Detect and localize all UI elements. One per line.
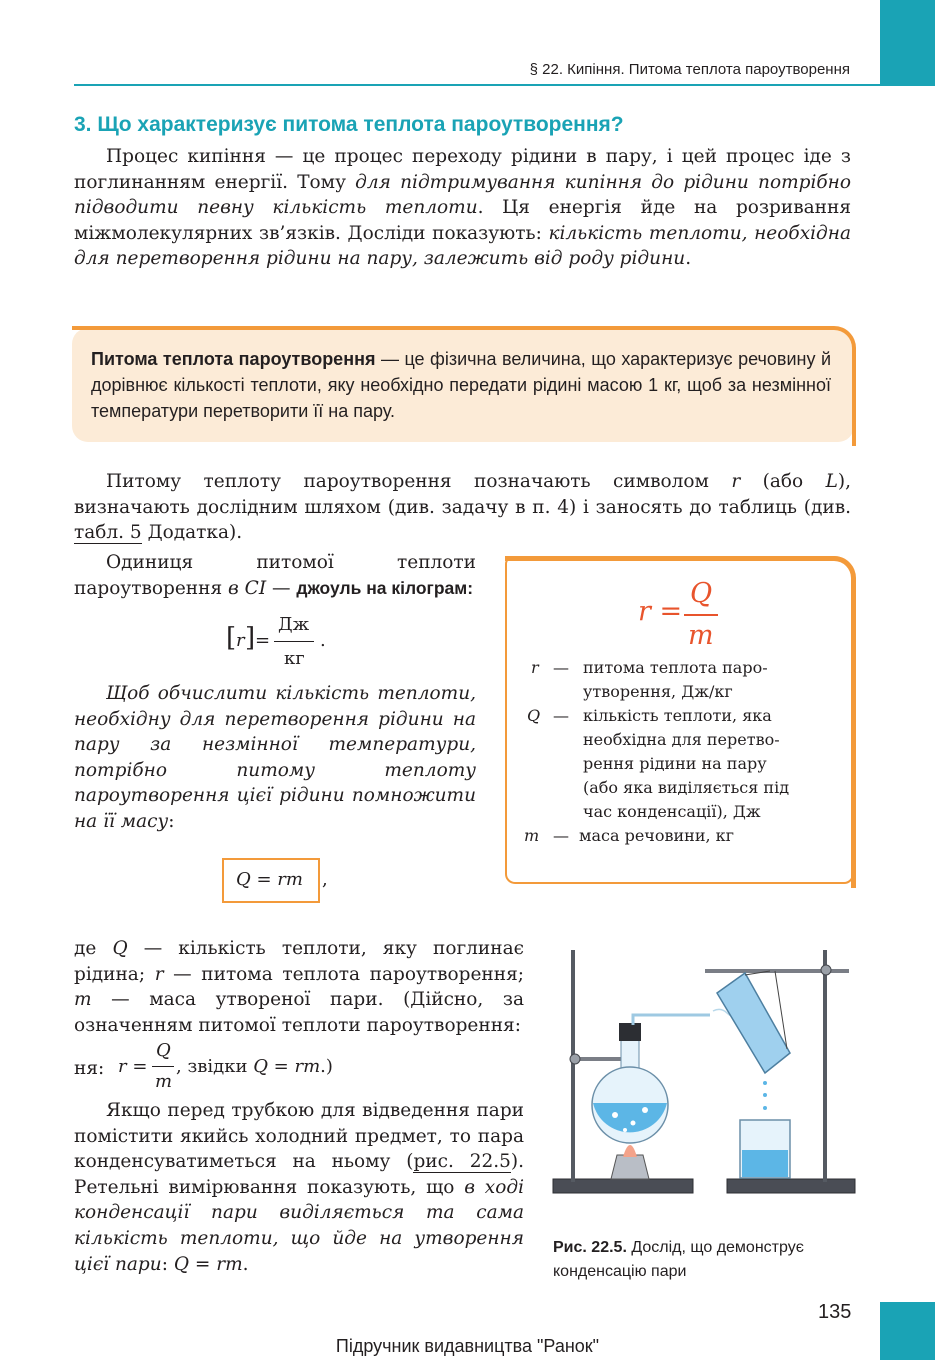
clamp-knob-left (570, 1054, 580, 1064)
stand-rod-right (823, 950, 827, 1182)
legend-line: рення рідини на пару (583, 754, 767, 773)
header-accent-bar (880, 0, 935, 86)
legend-symbol: m (524, 826, 540, 845)
text-run: .) (320, 1056, 333, 1077)
formula-q-rm: Q = rm (253, 1056, 321, 1077)
legend-dash: — (553, 826, 569, 845)
figure-caption (553, 1236, 853, 1284)
paragraph-explanation (74, 936, 524, 1038)
italic-run: для підтримування кипіння до рідини потрібно підводити певну кількість теплоти (74, 171, 851, 219)
text-run: — (266, 577, 297, 599)
flask-stopper (619, 1023, 641, 1041)
period: . (320, 630, 326, 651)
symbol-r: r (731, 471, 741, 492)
inline-formula-lhs: r = (118, 1056, 148, 1077)
paragraph-calc (74, 681, 476, 835)
legend-dash: — (553, 658, 569, 677)
legend-line: питома теплота паро- (583, 658, 768, 677)
text-run: (або (740, 471, 826, 492)
caption-text: Дослід, що демонструє конденсацію пари (553, 1239, 804, 1280)
burner-flame (623, 1145, 637, 1157)
legend-m (524, 824, 569, 848)
beaker-water (742, 1150, 788, 1177)
fraction-bar (152, 1066, 174, 1067)
text-run: . Ця енергія йде на розривання міжмолекулярних зв’язків. Досліди показують: (74, 197, 851, 244)
fraction-bar (274, 641, 314, 642)
unit-formula (226, 612, 336, 672)
text-run: Одиниця питомої теплоти пароутворення (74, 552, 476, 599)
flask (592, 1023, 668, 1143)
clamp-knob-right (821, 965, 831, 975)
formula-q-rm: Q = rm (173, 1253, 243, 1275)
symbol-q: Q (112, 938, 128, 959)
condensation-experiment-figure (545, 945, 865, 1215)
legend-line: кількість теплоти, яка (583, 706, 772, 725)
text-run: ), визначають дослідним шляхом (див. задачу в п. 4) і заносять до таблиць (див. (74, 471, 851, 518)
section-title: 3. Що характеризує питома теплота пароутворення? (74, 113, 624, 136)
italic-run: кількість теплоти, необхідна для перетворення рідини на пару, залежить від роду рідини (74, 222, 851, 270)
inline-formula-denominator: m (155, 1071, 173, 1092)
italic-run: в СІ (228, 577, 267, 599)
running-head: § 22. Кипіння. Питома теплота пароутворення (529, 61, 850, 78)
definition-body: — це фізична величина, що характеризує речовину й дорівнює кількості теплоти, яку необхідно передати рідині масою 1 кг, щоб за незмінної температури перетворити її на пару. (91, 349, 831, 421)
text-run: ). Ретельні вимірювання показують, що (74, 1151, 524, 1198)
paragraph-boiling (74, 144, 851, 272)
burner-body (611, 1155, 649, 1179)
text-run: : (161, 1253, 174, 1275)
stand-rod-left (571, 950, 575, 1182)
text-run: , звідки (176, 1056, 254, 1077)
colon: : (168, 810, 175, 832)
symbol-l: L (825, 471, 838, 492)
text-run: — питома теплота пароутворення; (163, 963, 524, 985)
legend-r (531, 656, 569, 680)
legend-q (527, 704, 569, 728)
text-run: Процес кипіння — це процес переходу рідини в пару, і цей процес іде з поглинанням енергії. Тому (74, 146, 851, 193)
inline-formula-numerator: Q (156, 1040, 171, 1061)
formula-box-denominator: m (688, 620, 714, 651)
unit-formula-lhs: r (236, 630, 245, 651)
definition-text (91, 346, 831, 424)
text-run: де (74, 938, 113, 959)
publisher-footer: Підручник видавництва "Ранок" (335, 1336, 600, 1356)
text-run: . (242, 1253, 249, 1275)
beaker (740, 1120, 790, 1178)
table-link[interactable]: табл. 5 (74, 522, 142, 544)
text-run: Питому теплоту пароутворення позначають символом (106, 471, 732, 492)
unit-name: джоуль на кілограм: (296, 577, 474, 598)
unit-denominator: кг (284, 648, 305, 669)
cold-plate (717, 971, 790, 1073)
bubble (642, 1107, 648, 1113)
bubble (631, 1121, 636, 1126)
bubble (612, 1112, 618, 1118)
legend-line: маса речовини, кг (579, 826, 735, 845)
text-run: Якщо перед трубкою для відведення пари помістити якийсь холодний предмет, то пара конденсуватиметься на ньому ( (74, 1100, 524, 1173)
text-run: — кількість теплоти, яку поглинає рідина; (74, 938, 524, 985)
italic-run: Щоб обчислити кількість теплоти, необхідну для перетворення рідини на пару за незмінної температури, потрібно питому теплоту пароутворення цієї рідини помножити на її масу (74, 683, 476, 832)
label-nya: ня: (74, 1058, 105, 1079)
legend-line: необхідна для перетво- (583, 730, 780, 749)
definition-term: Питома теплота пароутворення (91, 349, 376, 369)
legend-symbol: r (531, 658, 539, 677)
header-rule (74, 84, 880, 86)
legend-dash: — (553, 706, 569, 725)
figure-link[interactable]: рис. 22.5 (413, 1151, 511, 1173)
inline-fraction-formula (118, 1042, 358, 1098)
formula-box-numerator: Q (690, 578, 713, 609)
paragraph-symbol (74, 469, 851, 546)
caption-label: Рис. 22.5. (553, 1239, 627, 1256)
legend-line: (або яка виділяється під (583, 778, 790, 797)
tilted-glass-plate (717, 973, 790, 1073)
italic-run: в ході конденсації пари виділяється та сама кількість теплоти, що йде на утворення цієї пари (74, 1176, 524, 1275)
symbol-r: r (154, 963, 164, 985)
legend-line: час конденсації), Дж (583, 802, 761, 821)
vapor-tube (633, 1009, 741, 1025)
alcohol-burner (611, 1145, 649, 1179)
text-run: Додатка). (141, 522, 243, 544)
inline-formula-tail (176, 1056, 333, 1077)
stand-base-right (727, 1179, 855, 1193)
paragraph-unit (74, 550, 476, 601)
drops (763, 1081, 767, 1110)
bubble (623, 1128, 627, 1132)
formula-box-lhs: r = (638, 596, 683, 627)
unit-numerator: Дж (278, 614, 310, 635)
formula-box-fraction-bar (684, 614, 718, 616)
paragraph-condensation (74, 1098, 524, 1277)
legend-line: утворення, Дж/кг (583, 682, 733, 701)
equals-sign: = (255, 630, 271, 651)
bracket-left: [ (226, 623, 237, 653)
symbol-m: m (74, 989, 92, 1011)
text-run: — маса утвореної пари. (Дійсно, за означенням питомої теплоти пароутворення: (74, 989, 524, 1036)
page-number: 135 (818, 1301, 852, 1323)
tube (633, 1015, 710, 1025)
formula-q-rm: Q = rm (236, 869, 303, 890)
comma: , (322, 869, 328, 890)
legend-symbol: Q (527, 706, 541, 725)
bracket-right: ] (245, 623, 256, 653)
text-run: . (685, 248, 692, 270)
